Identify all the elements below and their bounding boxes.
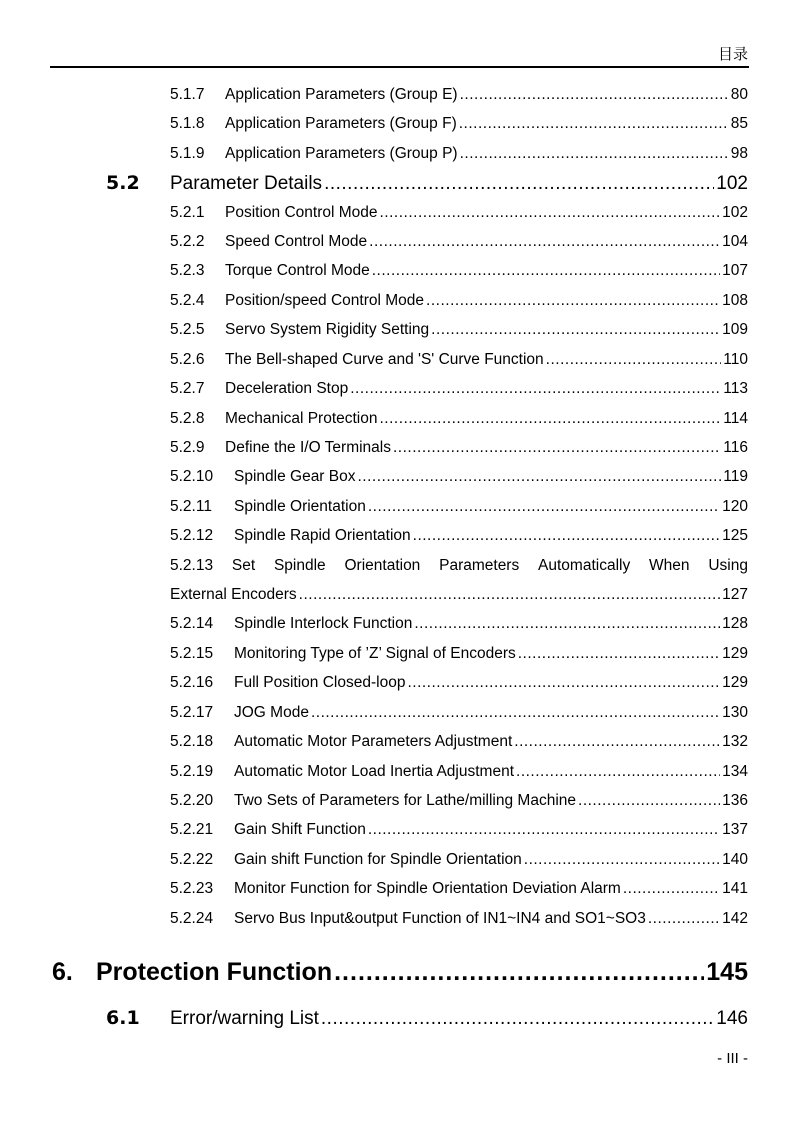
toc-title: Spindle Orientation <box>234 498 366 515</box>
toc-title-word: Spindle <box>273 557 326 574</box>
toc-number: 5.2.9 <box>170 439 205 456</box>
toc-page: 142 <box>722 910 748 927</box>
toc-page: 119 <box>723 468 748 485</box>
dot-leader <box>426 292 720 310</box>
toc-title: Spindle Gear Box <box>234 468 356 485</box>
toc-entry-5-2-8[interactable] <box>170 410 748 432</box>
toc-title: Automatic Motor Parameters Adjustment <box>234 733 513 750</box>
dot-leader <box>623 880 720 898</box>
toc-title: Full Position Closed-loop <box>234 674 406 691</box>
toc-title: Torque Control Mode <box>225 262 370 279</box>
dot-leader <box>460 86 729 104</box>
toc-entry-5-2[interactable] <box>106 172 748 198</box>
toc-number: 5.2.8 <box>170 410 205 427</box>
toc-page: 145 <box>706 958 748 986</box>
toc-number: 5.2.5 <box>170 321 205 338</box>
toc-entry-5-2-22[interactable] <box>170 851 748 873</box>
toc-entry-5-2-9[interactable] <box>170 439 748 461</box>
toc-title-word: Parameters <box>439 557 520 574</box>
dot-leader <box>368 498 720 516</box>
toc-number: 5.2.14 <box>170 615 214 632</box>
dot-leader <box>546 351 722 369</box>
toc-entry-5-2-13[interactable] <box>170 557 748 579</box>
toc-title: Parameter Details <box>170 173 323 194</box>
toc-title: Two Sets of Parameters for Lathe/milling Machine <box>234 792 577 809</box>
toc-page: 127 <box>722 586 748 603</box>
toc-page: 80 <box>730 86 748 103</box>
toc-number: 5.2.4 <box>170 292 205 309</box>
toc-title: JOG Mode <box>234 704 309 721</box>
toc-title: External Encoders <box>170 586 297 603</box>
dot-leader <box>368 821 720 839</box>
toc-title-word: Using <box>708 557 748 574</box>
dot-leader <box>321 1008 714 1030</box>
toc-page: 134 <box>722 763 748 780</box>
dot-leader <box>324 173 714 195</box>
toc-title: Monitor Function for Spindle Orientation Deviation Alarm <box>234 880 621 897</box>
toc-entry-5-2-2[interactable] <box>170 233 748 255</box>
toc-page: 114 <box>723 410 748 427</box>
toc-page: 129 <box>722 674 748 691</box>
dot-leader <box>431 321 720 339</box>
toc-entry-5-2-4[interactable] <box>170 292 748 314</box>
toc-title: Application Parameters (Group E) <box>225 86 458 103</box>
toc-page: 104 <box>722 233 748 250</box>
toc-page: 140 <box>722 851 748 868</box>
toc-title: Define the I/O Terminals <box>225 439 391 456</box>
toc-page: 85 <box>730 115 748 132</box>
toc-number: 5.2.1 <box>170 204 205 221</box>
dot-leader <box>459 115 729 133</box>
dot-leader <box>334 958 704 987</box>
toc-number: 5.2.24 <box>170 910 214 927</box>
toc-entry-5-2-6[interactable] <box>170 351 748 373</box>
dot-leader <box>369 233 720 251</box>
toc-page: 108 <box>722 292 748 309</box>
toc-entry-5-2-19[interactable] <box>170 763 748 785</box>
dot-leader <box>460 145 729 163</box>
toc-number: 5.2.15 <box>170 645 214 662</box>
header-rule <box>50 66 749 68</box>
toc-page: 128 <box>722 615 748 632</box>
toc-page: 120 <box>722 498 748 515</box>
dot-leader <box>578 792 720 810</box>
toc-title: Protection Function <box>96 958 333 986</box>
toc-entry-5-2-10[interactable] <box>170 468 748 490</box>
toc-number: 5.1.9 <box>170 145 205 162</box>
header-label: 目录 <box>717 45 748 63</box>
toc-number: 5.2.3 <box>170 262 205 279</box>
toc-number: 5.1.7 <box>170 86 205 103</box>
toc-number: 5.2.13 <box>170 557 214 574</box>
toc-page: 141 <box>722 880 748 897</box>
toc-title-word: Set <box>231 557 256 574</box>
toc-title-word: When <box>649 557 690 574</box>
dot-leader <box>393 439 721 457</box>
dot-leader <box>372 262 720 280</box>
toc-entry-5-1-7[interactable] <box>170 86 748 108</box>
toc-entry-5-2-18[interactable] <box>170 733 748 755</box>
toc-number: 5.2.18 <box>170 733 214 750</box>
toc-page: 110 <box>723 351 748 368</box>
toc-number: 5.2.10 <box>170 468 214 485</box>
toc-entry-5-2-17[interactable] <box>170 704 748 726</box>
toc-entry-5-2-21[interactable] <box>170 821 748 843</box>
toc-title: Mechanical Protection <box>225 410 378 427</box>
toc-title: Gain Shift Function <box>234 821 366 838</box>
toc-title: Spindle Interlock Function <box>234 615 413 632</box>
toc-entry-5-2-7[interactable] <box>170 380 748 402</box>
toc-number: 5.2.21 <box>170 821 214 838</box>
toc-entry-6[interactable] <box>52 958 748 990</box>
toc-title: Position/speed Control Mode <box>225 292 425 309</box>
toc-title: Speed Control Mode <box>225 233 368 250</box>
toc-title-word: Orientation <box>344 557 421 574</box>
toc-page: 125 <box>722 527 748 544</box>
toc-number: 5.2.23 <box>170 880 214 897</box>
toc-number: 6. <box>52 958 73 986</box>
toc-number: 5.2.7 <box>170 380 205 397</box>
dot-leader <box>648 910 720 928</box>
toc-entry-5-2-1[interactable] <box>170 204 748 226</box>
toc-page: 146 <box>716 1008 748 1029</box>
dot-leader <box>524 851 720 869</box>
toc-number: 5.2.6 <box>170 351 205 368</box>
toc-title: Spindle Rapid Orientation <box>234 527 411 544</box>
toc-entry-5-1-9[interactable] <box>170 145 748 167</box>
toc-entry-5-2-24[interactable] <box>170 910 748 932</box>
toc-number: 5.2 <box>106 172 140 194</box>
toc-title: Automatic Motor Load Inertia Adjustment <box>234 763 515 780</box>
toc-page: 113 <box>723 380 748 397</box>
toc-title-word: Automatically <box>538 557 631 574</box>
dot-leader <box>414 615 720 633</box>
dot-leader <box>407 674 720 692</box>
dot-leader <box>413 527 720 545</box>
toc-number: 5.2.20 <box>170 792 214 809</box>
toc-number: 5.2.12 <box>170 527 214 544</box>
toc-entry-5-2-12[interactable] <box>170 527 748 549</box>
page-number: - III - <box>717 1050 748 1067</box>
toc-number: 5.1.8 <box>170 115 205 132</box>
dot-leader <box>350 380 721 398</box>
toc-entry-5-2-23[interactable] <box>170 880 748 902</box>
toc-entry-5-2-3[interactable] <box>170 262 748 284</box>
toc-page: 109 <box>722 321 748 338</box>
dot-leader <box>514 733 720 751</box>
dot-leader <box>311 704 720 722</box>
dot-leader <box>299 586 720 604</box>
toc-entry-5-2-5[interactable] <box>170 321 748 343</box>
toc-title: Error/warning List <box>170 1008 319 1029</box>
toc-title: Position Control Mode <box>225 204 378 221</box>
dot-leader <box>518 645 720 663</box>
toc-entry-5-1-8[interactable] <box>170 115 748 137</box>
toc-title: Application Parameters (Group F) <box>225 115 457 132</box>
toc-page: 102 <box>722 204 748 221</box>
toc-page: 132 <box>722 733 748 750</box>
toc-title: The Bell-shaped Curve and 'S' Curve Function <box>225 351 544 368</box>
toc-entry-6-1[interactable] <box>106 1007 748 1033</box>
toc-page: 107 <box>722 262 748 279</box>
toc-title: Deceleration Stop <box>225 380 349 397</box>
toc-page: 137 <box>722 821 748 838</box>
toc-page: 98 <box>730 145 748 162</box>
toc-title: Servo Bus Input&output Function of IN1~IN4 and SO1~SO3 <box>234 910 646 927</box>
toc-title: Servo System Rigidity Setting <box>225 321 430 338</box>
toc-entry-5-2-15[interactable] <box>170 645 748 667</box>
toc-entry-5-2-11[interactable] <box>170 498 748 520</box>
toc-page: 116 <box>723 439 748 456</box>
toc-entry-5-2-14[interactable] <box>170 615 748 637</box>
toc-page: 102 <box>716 173 748 194</box>
toc-page: 129 <box>722 645 748 662</box>
toc-number: 5.2.22 <box>170 851 214 868</box>
dot-leader <box>380 410 722 428</box>
toc-entry-5-2-16[interactable] <box>170 674 748 696</box>
toc-page: 136 <box>722 792 748 809</box>
dot-leader <box>516 763 720 781</box>
toc-number: 5.2.16 <box>170 674 214 691</box>
toc-number: 5.2.11 <box>170 498 212 515</box>
toc-title: Application Parameters (Group P) <box>225 145 458 162</box>
toc-number: 6.1 <box>106 1007 140 1029</box>
toc-entry-5-2-20[interactable] <box>170 792 748 814</box>
dot-leader <box>380 204 721 222</box>
toc-number: 5.2.19 <box>170 763 214 780</box>
toc-page: 130 <box>722 704 748 721</box>
toc-title: Monitoring Type of ’Z’ Signal of Encoders <box>234 645 516 662</box>
toc-number: 5.2.17 <box>170 704 214 721</box>
toc-number: 5.2.2 <box>170 233 205 250</box>
toc-entry-5-2-13-continuation[interactable] <box>170 586 748 608</box>
dot-leader <box>358 468 722 486</box>
toc-title: Gain shift Function for Spindle Orientation <box>234 851 522 868</box>
